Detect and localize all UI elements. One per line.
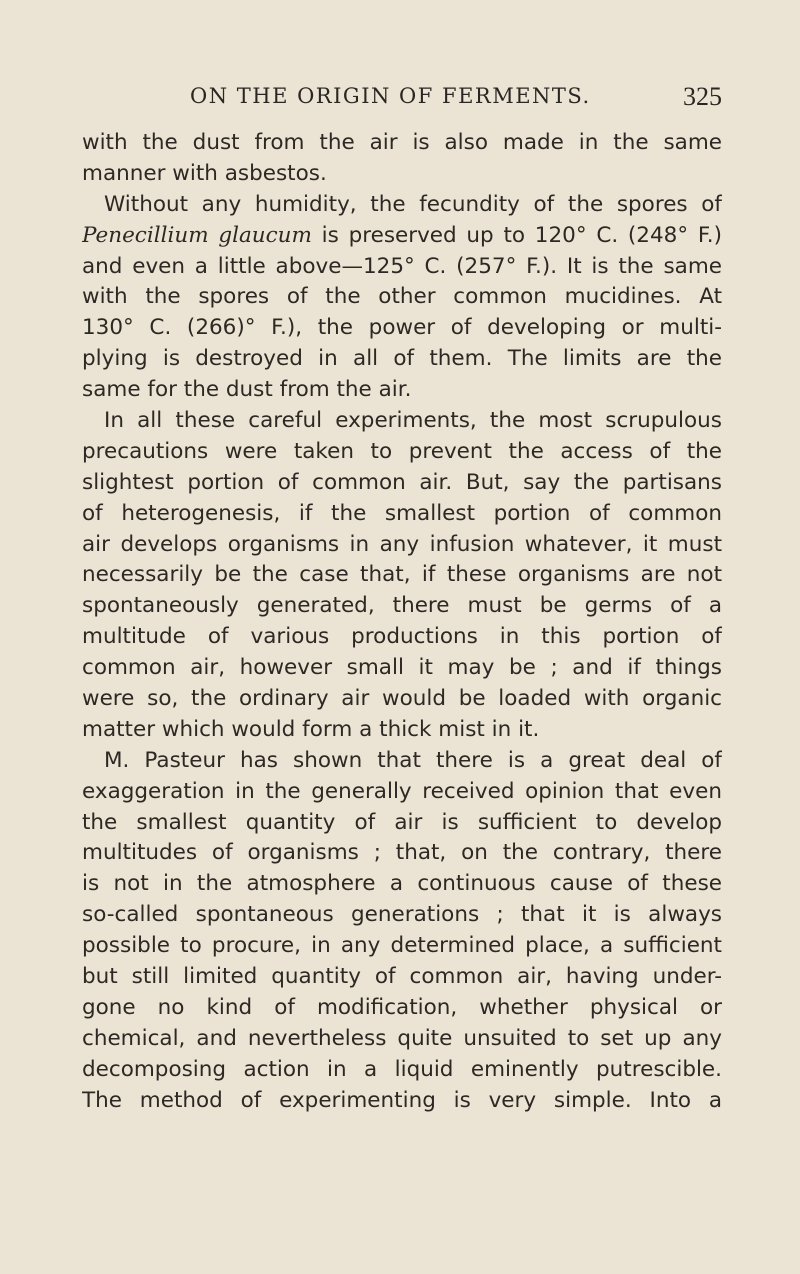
- species-name: Penecillium glaucum: [82, 222, 312, 248]
- text-line: [82, 221, 722, 252]
- running-head: ON THE ORIGIN OF FERMENTS.: [190, 84, 591, 108]
- text-line: spontaneously generated, there must be germs of a: [82, 593, 722, 619]
- text-line: exaggeration in the generally received opinion that even: [82, 778, 722, 804]
- text-line: 130° C. (266)° F.), the power of developing or multi-: [82, 315, 722, 341]
- text-line: decomposing action in a liquid eminently putrescible.: [82, 1056, 722, 1082]
- text-line: matter which would form a thick mist in it.: [82, 716, 540, 742]
- text-line: M. Pasteur has shown that there is a great deal of: [104, 747, 722, 773]
- text-line: but still limited quantity of common air, having under-: [82, 964, 722, 990]
- body-text: [82, 128, 722, 1117]
- text-line: of heterogenesis, if the smallest portion of common: [82, 500, 722, 526]
- text-line: precautions were taken to prevent the access of the: [82, 438, 722, 464]
- text-line: slightest portion of common air. But, say the partisans: [82, 469, 722, 495]
- text-line: possible to procure, in any determined place, a sufficient: [82, 933, 722, 959]
- text-line: is not in the atmosphere a continuous cause of these: [82, 871, 722, 897]
- text-line: gone no kind of modification, whether physical or: [82, 994, 722, 1020]
- text-line: so-called spontaneous generations ; that it is always: [82, 902, 722, 928]
- text-line: In all these careful experiments, the most scrupulous: [104, 408, 722, 434]
- text-line: with the spores of the other common mucidines. At: [82, 284, 722, 310]
- text-line: multitudes of organisms ; that, on the contrary, there: [82, 840, 722, 866]
- text-line: air develops organisms in any infusion whatever, it must: [82, 531, 722, 557]
- text-line: chemical, and nevertheless quite unsuited to set up any: [82, 1025, 722, 1051]
- text-line: plying is destroyed in all of them. The limits are the: [82, 346, 722, 372]
- text-line: The method of experimenting is very simple. Into a: [82, 1087, 722, 1113]
- text-line: same for the dust from the air.: [82, 377, 412, 403]
- text-line: and even a little above—125° C. (257° F.). It is the same: [82, 253, 722, 279]
- text-fragment: is preserved up to 120° C. (248° F.): [321, 222, 722, 248]
- text-line: multitude of various productions in this portion of: [82, 624, 722, 650]
- text-line: manner with asbestos.: [82, 160, 327, 186]
- text-line: Without any humidity, the fecundity of the spores of: [104, 191, 722, 217]
- page-number: 325: [683, 82, 722, 111]
- text-line: were so, the ordinary air would be loaded with organic: [82, 686, 722, 712]
- text-line: common air, however small it may be ; and if things: [82, 655, 722, 681]
- text-line: the smallest quantity of air is sufficient to develop: [82, 809, 722, 835]
- text-line: with the dust from the air is also made in the same: [82, 130, 722, 155]
- page-header: [190, 82, 722, 120]
- text-line: necessarily be the case that, if these organisms are not: [82, 562, 722, 588]
